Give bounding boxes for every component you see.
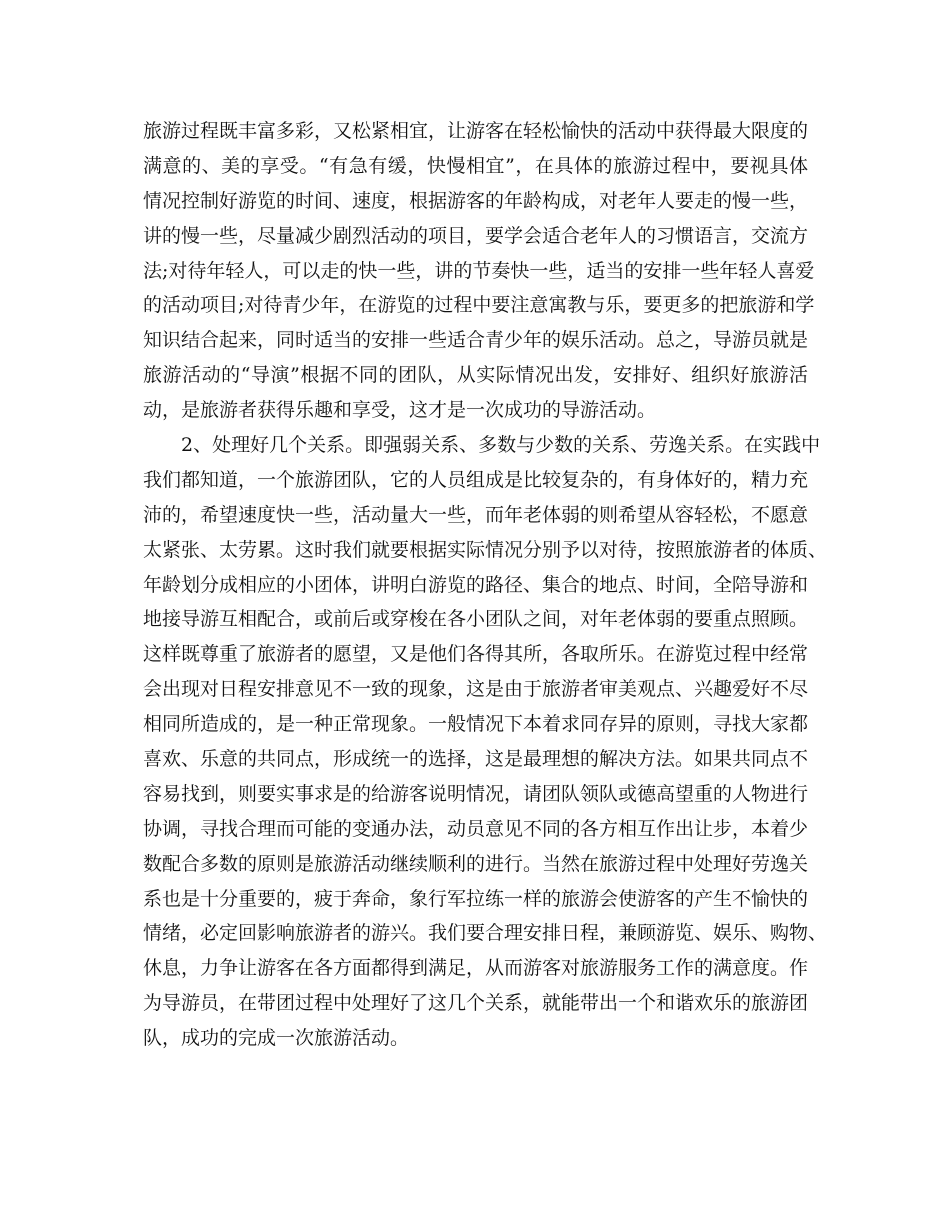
text-line: 讲的慢一些，尽量减少剧烈活动的项目，要学会适合老年人的习惯语言，交流方 (143, 224, 809, 247)
text-line: 2、处理好几个关系。即强弱关系、多数与少数的关系、劳逸关系。在实践中 (181, 434, 821, 457)
text-line: 我们都知道，一个旅游团队，它的人员组成是比较复杂的，有身体好的，精力充 (143, 468, 809, 491)
text-line: 队，成功的完成一次旅游活动。 (143, 1027, 410, 1050)
text-line: 年龄划分成相应的小团体，讲明白游览的路径、集合的地点、时间，全陪导游和 (143, 573, 809, 596)
text-line: 太紧张、太劳累。这时我们就要根据实际情况分别予以对待，按照旅游者的体质、 (143, 538, 828, 561)
paragraph-continuation (143, 114, 815, 428)
text-line: 数配合多数的原则是旅游活动继续顺利的进行。当然在旅游过程中处理好劳逸关 (143, 852, 809, 875)
text-line: 这样既尊重了旅游者的愿望，又是他们各得其所，各取所乐。在游览过程中经常 (143, 643, 809, 666)
text-line: 情况控制好游览的时间、速度，根据游客的年龄构成，对老年人要走的慢一些， (143, 189, 809, 212)
text-line: 容易找到，则要实事求是的给游客说明情况，请团队领队或德高望重的人物进行 (143, 782, 809, 805)
text-line: 地接导游互相配合，或前后或穿梭在各小团队之间，对年老体弱的要重点照顾。 (143, 608, 809, 631)
text-line: 旅游活动的“导演”根据不同的团队，从实际情况出发，安排好、组织好旅游活 (143, 364, 808, 387)
text-line: 为导游员，在带团过程中处理好了这几个关系，就能带出一个和谐欢乐的旅游团 (143, 992, 809, 1015)
text-line: 休息，力争让游客在各方面都得到满足，从而游客对旅游服务工作的满意度。作 (143, 957, 809, 980)
text-line: 知识结合起来，同时适当的安排一些适合青少年的娱乐活动。总之，导游员就是 (143, 329, 809, 352)
text-line: 的活动项目;对待青少年，在游览的过程中要注意寓教与乐，要更多的把旅游和学 (143, 294, 815, 317)
text-line: 系也是十分重要的，疲于奔命，象行军拉练一样的旅游会使游客的产生不愉快的 (143, 887, 809, 910)
text-line: 会出现对日程安排意见不一致的现象，这是由于旅游者审美观点、兴趣爱好不尽 (143, 678, 809, 701)
paragraph-section-2 (143, 428, 828, 1056)
text-line: 协调，寻找合理而可能的变通办法，动员意见不同的各方相互作出让步，本着少 (143, 817, 809, 840)
text-line: 喜欢、乐意的共同点，形成统一的选择，这是最理想的解决方法。如果共同点不 (143, 748, 809, 771)
text-line: 相同所造成的，是一种正常现象。一般情况下本着求同存异的原则，寻找大家都 (143, 713, 809, 736)
text-line: 沛的，希望速度快一些，活动量大一些，而年老体弱的则希望从容轻松，不愿意 (143, 503, 809, 526)
body-text (143, 114, 828, 1056)
text-line: 法;对待年轻人，可以走的快一些，讲的节奏快一些，适当的安排一些年轻人喜爱 (143, 259, 815, 282)
text-line: 动，是旅游者获得乐趣和享受，这才是一次成功的导游活动。 (143, 399, 657, 422)
text-line: 旅游过程既丰富多彩，又松紧相宜，让游客在轻松愉快的活动中获得最大限度的 (143, 120, 809, 142)
text-line: 情绪，必定回影响旅游者的游兴。我们要合理安排日程，兼顾游览、娱乐、购物、 (143, 922, 828, 945)
text-line: 满意的、美的享受。“有急有缓，快慢相宜”，在具体的旅游过程中，要视具体 (143, 154, 808, 177)
